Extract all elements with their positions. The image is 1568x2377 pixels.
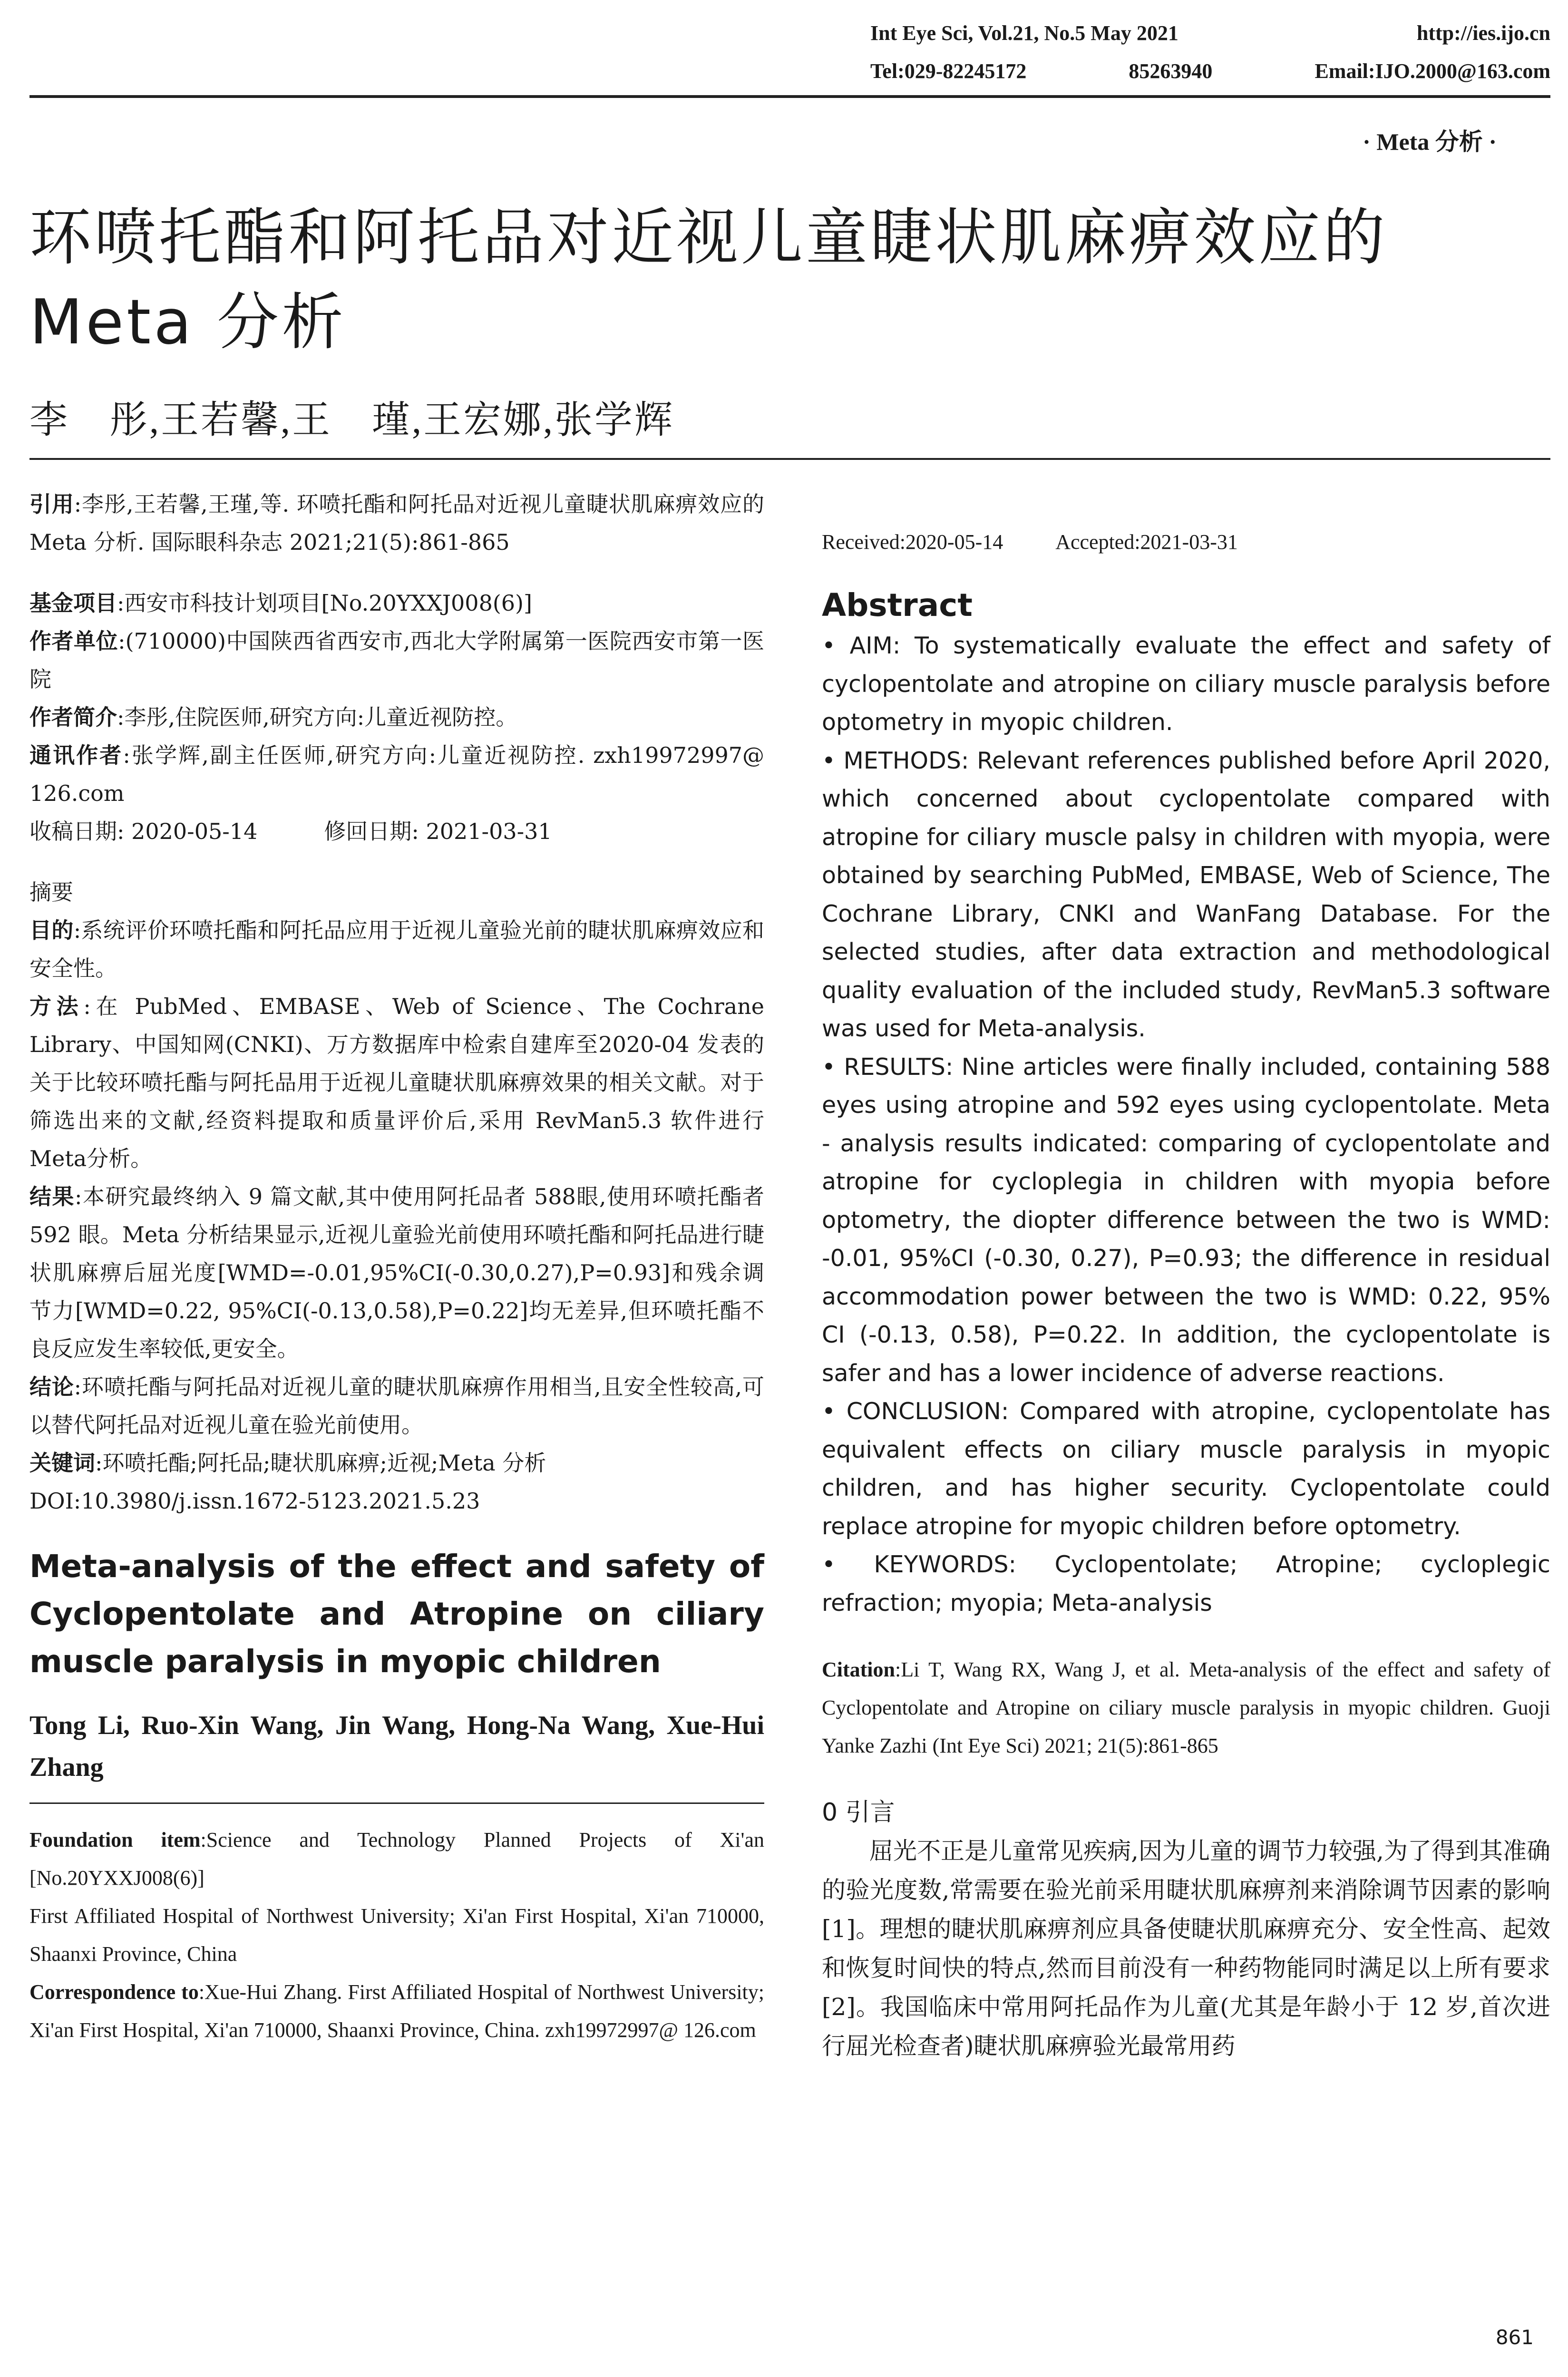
journal-tel: Tel:029-82245172 — [870, 59, 1027, 83]
abstract-cn-conclusion: 结论:环喷托酯与阿托品对近视儿童的睫状肌麻痹作用相当,且安全性较高,可以替代阿托品对近视儿童在验光前使用。 — [29, 1374, 765, 1438]
abstract-cn-methods: 方法:在 PubMed、EMBASE、Web of Science、The Cochrane Library、中国知网(CNKI)、万方数据库中检索自建库至2020-04 发表的关于比较环喷托酯与阿托品用于近视儿童睫状肌麻痹效果的相关文献。对于筛选出来的文献,经资料提取和质量评价后,采用 RevMan5.3 软件进行 Meta分析。 — [29, 994, 764, 1171]
intro-heading: 0 引言 — [822, 1798, 895, 1827]
abstract-en-heading: Abstract — [822, 587, 973, 623]
left-column — [29, 485, 764, 2049]
citation-cn: 引用:李彤,王若馨,王瑾,等. 环喷托酯和阿托品对近视儿童睫状肌麻痹效应的 Meta 分析. 国际眼科杂志 2021;21(5):861-865 — [29, 491, 765, 555]
journal-header-line-1 — [870, 21, 1550, 45]
dates-en: Received:2020-05-14 Accepted:2021-03-31 — [822, 530, 1238, 554]
correspondence-en: Correspondence to:Xue-Hui Zhang. First Affiliated Hospital of Northwest University; Xi'an First Hospital, Xi'an 710000, Shaanxi Province, China. zxh19972997@ 126.com — [29, 1980, 764, 2042]
section-tag: · Meta 分析 · — [1363, 128, 1497, 155]
dates-cn: 收稿日期: 2020-05-14 修回日期: 2021-03-31 — [29, 818, 552, 844]
article-title: 环喷托酯和阿托品对近视儿童睫状肌麻痹效应的 Meta 分析 — [29, 201, 1388, 358]
abstract-cn-results: 结果:本研究最终纳入 9 篇文献,其中使用阿托品者 588眼,使用环喷托酯者 592 眼。Meta 分析结果显示,近视儿童验光前使用环喷托酯和阿托品进行睫状肌麻痹后屈光度[WMD=-0.01,95%CI(-0.30,0.27),P=0.93]和残余调节力[WMD=0.22, 95%CI(-0.13,0.58),P=0.22]均无差异,但环喷托酯不良反应发生率较低,更安全。 — [29, 1184, 764, 1362]
abstract-en-methods: • METHODS: Relevant references published before April 2020, which concerned about cyclopentolate compared with atropine for ciliary muscle palsy in children with myopia, were obtained by searching PubMed, EMBASE, Web of Science, The Cochrane Library, CNKI and WanFang Database. For the selected studies, after data extraction and methodological quality evaluation of the included study, RevMan5.3 software was used for Meta-analysis. — [822, 747, 1550, 1042]
unit-cn: 作者单位:(710000)中国陕西省西安市,西北大学附属第一医院西安市第一医院 — [29, 628, 764, 692]
journal-citation: Int Eye Sci, Vol.21, No.5 May 2021 — [870, 21, 1178, 45]
abstract-cn-aim: 目的:系统评价环喷托酯和阿托品应用于近视儿童验光前的睫状肌麻痹效应和安全性。 — [29, 917, 765, 981]
journal-email[interactable]: Email:IJO.2000@163.com — [1315, 59, 1550, 83]
right-column — [822, 485, 1550, 2065]
english-authors: Tong Li, Ruo-Xin Wang, Jin Wang, Hong-Na Wang, Xue-Hui Zhang — [29, 1711, 764, 1782]
journal-header-line-2 — [870, 59, 1550, 83]
abstract-cn-heading: 摘要 — [29, 879, 73, 905]
abstract-en-aim: • AIM: To systematically evaluate the effect and safety of cyclopentolate and atropine on ciliary muscle paralysis before optometry in myopic children. — [822, 632, 1550, 736]
abstract-cn-keywords: 关键词:环喷托酯;阿托品;睫状肌麻痹;近视;Meta 分析 — [29, 1450, 546, 1476]
affiliation-en: First Affiliated Hospital of Northwest University; Xi'an First Hospital, Xi'an 710000, Shaanxi Province, China — [29, 1904, 764, 1966]
header-rule — [29, 95, 1550, 98]
journal-tel-2: 85263940 — [1129, 59, 1213, 83]
english-title: Meta-analysis of the effect and safety of Cyclopentolate and Atropine on ciliary muscle paralysis in myopic children — [29, 1548, 764, 1680]
page-number: 861 — [1495, 2326, 1534, 2349]
abstract-en-keywords: • KEYWORDS: Cyclopentolate; Atropine; cycloplegic refraction; myopia; Meta-analysis — [822, 1551, 1550, 1617]
journal-url[interactable]: http://ies.ijo.cn — [1416, 21, 1550, 45]
doi[interactable]: DOI:10.3980/j.issn.1672-5123.2021.5.23 — [29, 1488, 480, 1514]
authors-cn: 李 彤,王若馨,王 瑾,王宏娜,张学辉 — [29, 399, 674, 441]
abstract-en-conclusion: • CONCLUSION: Compared with atropine, cyclopentolate has equivalent effects on ciliary muscle paralysis in myopic children, and has higher security. Cyclopentolate could replace atropine for myopic children before optometry. — [822, 1398, 1550, 1540]
title-rule — [29, 458, 1550, 460]
abstract-en-results: • RESULTS: Nine articles were finally included, containing 588 eyes using atropine and 592 eyes using cyclopentolate. Meta - analysis results indicated: comparing of cyclopentolate and atropine for cycloplegia in children with myopia before optometry, the diopter difference between the two is WMD: -0.01, 95%CI (-0.30, 0.27), P=0.93; the difference in residual accommodation power between the two is WMD: 0.22, 95% CI (-0.13, 0.58), P=0.22. In addition, the cyclopentolate is safer and has a lower incidence of adverse reactions. — [822, 1053, 1550, 1387]
citation-en: Citation:Li T, Wang RX, Wang J, et al. Meta-analysis of the effect and safety of Cyclopentolate and Atropine on ciliary muscle paralysis in myopic children. Guoji Yanke Zazhi (Int Eye Sci) 2021; 21(5):861-865 — [822, 1658, 1550, 1757]
corr-cn: 通讯作者:张学辉,副主任医师,研究方向:儿童近视防控. zxh19972997@ 126.com — [29, 742, 765, 806]
bio-cn: 作者简介:李彤,住院医师,研究方向:儿童近视防控。 — [29, 704, 518, 730]
foundation-en: Foundation item:Science and Technology Planned Projects of Xi'an [No.20YXXJ008(6)] — [29, 1828, 764, 1890]
foundation-cn: 基金项目:西安市科技计划项目[No.20YXXJ008(6)] — [29, 590, 532, 616]
intro-text: 屈光不正是儿童常见疾病,因为儿童的调节力较强,为了得到其准确的验光度数,常需要在验光前采用睫状肌麻痹剂来消除调节因素的影响[1]。理想的睫状肌麻痹剂应具备使睫状肌麻痹充分、安全性高、起效和恢复时间快的特点,然而目前没有一种药物能同时满足以上所有要求[2]。我国临床中常用阿托品作为儿童(尤其是年龄小于 12 岁,首次进行屈光检查者)睫状肌麻痹验光最常用药 — [822, 1837, 1550, 2060]
authors-rule — [29, 1802, 764, 1804]
